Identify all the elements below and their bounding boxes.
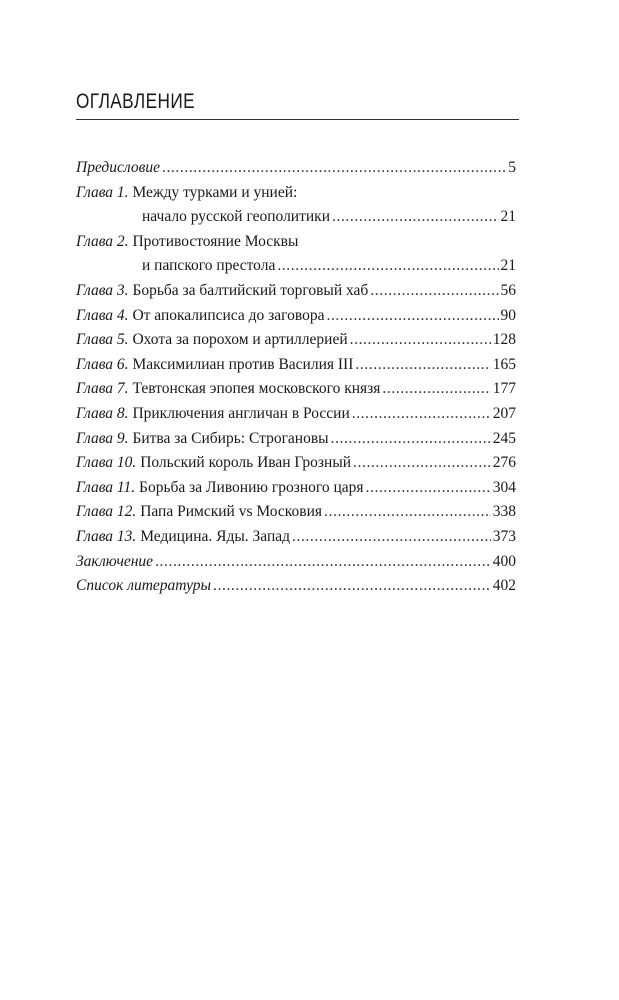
toc-line-continuation [76,205,516,230]
chapter-label: Глава 5. [76,331,129,349]
dot-leader [353,451,491,476]
dot-leader [370,279,498,304]
page-number: 165 [492,355,516,373]
entry-label: Список литературы [76,577,212,595]
dot-leader [350,328,491,353]
chapter-title: От апокалипсиса до заговора [132,306,325,324]
toc-entry-chapter-7 [76,377,516,402]
dot-leader [382,377,490,402]
toc-line [76,156,516,181]
entry-label: Заключение [76,552,154,570]
toc-line [76,525,516,550]
toc-entry-chapter-4 [76,304,516,329]
toc-entry-chapter-13 [76,525,516,550]
toc-entry-chapter-10 [76,451,516,476]
chapter-title: Битва за Сибирь: Строгановы [132,429,329,447]
toc-entry-chapter-12 [76,500,516,525]
toc-line [76,500,516,525]
toc-entry-chapter-8 [76,402,516,427]
chapter-title: Папа Римский vs Московия [140,503,323,521]
toc-line [76,550,516,575]
chapter-label: Глава 1. [76,183,129,201]
dot-leader [332,205,499,230]
toc-heading: ОГЛАВЛЕНИЕ [76,90,196,113]
toc-entry-conclusion [76,550,516,575]
toc-line [76,476,516,501]
dot-leader [355,353,490,378]
toc-entry-chapter-3 [76,279,516,304]
dot-leader [324,500,491,525]
chapter-label: Глава 13. [76,527,137,545]
toc-line [76,230,516,255]
chapter-label: Глава 2. [76,232,129,250]
page-number: 21 [500,257,516,275]
chapter-title: Борьба за Ливонию грозного царя [139,478,364,496]
dot-leader [213,574,491,599]
chapter-label: Глава 3. [76,281,129,299]
chapter-title-line-1: Противостояние Москвы [132,232,299,250]
toc-line [76,279,516,304]
toc-line [76,181,516,206]
toc-line [76,304,516,329]
chapter-title-line-1: Между турками и унией: [132,183,298,201]
toc-entry-bibliography [76,574,516,599]
page-number: 245 [492,429,516,447]
page-number: 400 [492,552,516,570]
page-number: 56 [500,281,516,299]
chapter-label: Глава 9. [76,429,129,447]
chapter-title: Максимилиан против Василия III [132,355,354,373]
page-number: 21 [500,208,516,226]
page-number: 177 [492,380,516,398]
dot-leader [292,525,491,550]
dot-leader [326,304,498,329]
dot-leader [162,156,506,181]
chapter-label: Глава 10. [76,454,137,472]
chapter-label: Глава 12. [76,503,137,521]
page-number: 90 [500,306,516,324]
toc-line [76,451,516,476]
toc-entry-foreword [76,156,516,181]
chapter-title: Приключения англичан в России [132,404,350,422]
chapter-title: Тевтонская эпопея московского князя [132,380,381,398]
page-number: 338 [492,503,516,521]
page-number: 373 [492,527,516,545]
dot-leader [155,550,491,575]
dot-leader [366,476,491,501]
toc-entry-chapter-1 [76,181,516,230]
toc-entry-chapter-5 [76,328,516,353]
chapter-label: Глава 6. [76,355,129,373]
page-number: 402 [492,577,516,595]
toc-entry-chapter-9 [76,427,516,452]
toc-list [76,156,516,599]
chapter-title: Борьба за балтийский торговый хаб [132,281,369,299]
chapter-label: Глава 7. [76,380,129,398]
chapter-label: Глава 4. [76,306,129,324]
dot-leader [331,427,491,452]
chapter-title: Охота за порохом и артиллерией [132,331,348,349]
page-number: 5 [508,159,516,176]
dot-leader [277,254,498,279]
chapter-title: Польский король Иван Грозный [140,454,352,472]
toc-line [76,377,516,402]
toc-entry-chapter-11 [76,476,516,501]
toc-line [76,427,516,452]
toc-line [76,402,516,427]
heading-rule [76,119,519,120]
page-number: 207 [492,404,516,422]
toc-line [76,574,516,599]
chapter-label: Глава 11. [76,478,136,496]
toc-entry-chapter-6 [76,353,516,378]
page-number: 276 [492,454,516,472]
entry-label: Предисловие [76,159,160,176]
chapter-title-line-2: и папского престола [142,257,276,275]
page-number: 128 [492,331,516,349]
toc-line-continuation [76,254,516,279]
toc-entry-chapter-2 [76,230,516,279]
chapter-title-line-2: начало русской геополитики [142,208,330,226]
toc-line [76,353,516,378]
chapter-label: Глава 8. [76,404,129,422]
chapter-title: Медицина. Яды. Запад [140,527,291,545]
dot-leader [352,402,491,427]
page-number: 304 [492,478,516,496]
toc-line [76,328,516,353]
